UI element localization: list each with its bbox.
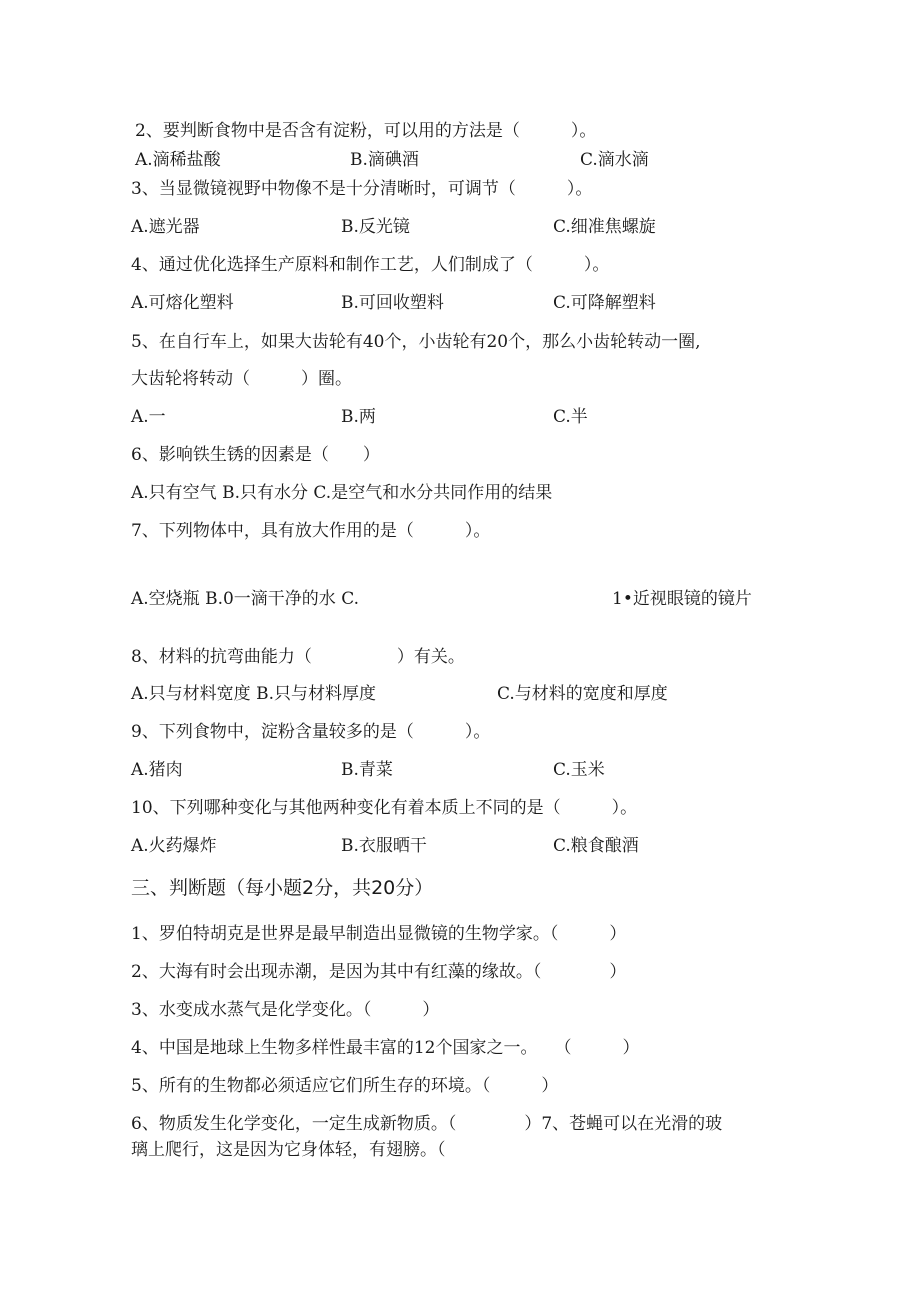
question-9-option-a: A.猪肉 [131, 760, 183, 780]
question-2-option-c: C.滴水滴 [580, 150, 649, 170]
question-3-option-b: B.反光镜 [341, 217, 410, 237]
question-9-option-c: C.玉米 [553, 760, 605, 780]
judgment-2: 2、大海有时会出现赤潮，是因为其中有红藻的缘故。（ ） [131, 962, 627, 982]
judgment-1: 1、罗伯特胡克是世界是最早制造出显微镜的生物学家。（ ） [131, 924, 627, 944]
question-2-option-a: A.滴稀盐酸 [135, 150, 221, 170]
question-10-option-b: B.衣服晒干 [341, 836, 427, 856]
judgment-3: 3、水变成水蒸气是化学变化。（ ） [131, 1000, 440, 1020]
question-2-option-b: B.滴碘酒 [350, 150, 419, 170]
question-7-options: A.空烧瓶 B.0一滴干净的水 C. [131, 589, 360, 609]
question-5-option-b: B.两 [341, 407, 376, 427]
question-3-option-a: A.遮光器 [131, 217, 200, 237]
question-10-option-a: A.火药爆炸 [131, 836, 217, 856]
question-4-option-c: C.可降解塑料 [553, 293, 656, 313]
question-8-options: A.只与材料宽度 B.只与材料厚度 [131, 684, 376, 704]
section-heading: 三、判断题（每小题2分，共20分） [131, 877, 434, 899]
judgment-6-7: 6、物质发生化学变化，一定生成新物质。（ ）7、苍蝇可以在光滑的玻 [131, 1114, 723, 1134]
judgment-4: 4、中国是地球上生物多样性最丰富的12个国家之一。 （ ） [131, 1038, 640, 1058]
question-5-option-a: A.一 [131, 407, 166, 427]
question-7-option-c: 1•近视眼镜的镜片 [612, 589, 752, 609]
question-4-option-a: A.可熔化塑料 [131, 293, 234, 313]
question-10: 10、下列哪种变化与其他两种变化有着本质上不同的是（ ）。 [131, 798, 638, 818]
question-6: 6、影响铁生锈的因素是（ ） [131, 445, 380, 465]
question-2: 2、要判断食物中是否含有淀粉，可以用的方法是（ ）。 [135, 121, 597, 141]
question-4-option-b: B.可回收塑料 [341, 293, 444, 313]
question-5: 5、在自行车上，如果大齿轮有40个，小齿轮有20个，那么小齿轮转动一圈, [131, 332, 701, 352]
question-3-option-c: C.细准焦螺旋 [553, 217, 656, 237]
question-7: 7、下列物体中，具有放大作用的是（ ）。 [131, 521, 491, 541]
question-8-option-c: C.与材料的宽度和厚度 [497, 684, 668, 704]
question-9: 9、下列食物中，淀粉含量较多的是（ ）。 [131, 722, 491, 742]
judgment-7-continued: 璃上爬行，这是因为它身体轻，有翅膀。（ [131, 1140, 446, 1160]
question-10-option-c: C.粮食酿酒 [553, 836, 639, 856]
question-9-option-b: B.青菜 [341, 760, 393, 780]
question-4: 4、通过优化选择生产原料和制作工艺，人们制成了（ ）。 [131, 255, 610, 275]
question-3: 3、当显微镜视野中物像不是十分清晰时，可调节（ ）。 [131, 179, 593, 199]
question-6-options: A.只有空气 B.只有水分 C.是空气和水分共同作用的结果 [131, 483, 553, 503]
question-5-continued: 大齿轮将转动（ ）圈。 [131, 369, 352, 389]
judgment-5: 5、所有的生物都必须适应它们所生存的环境。（ ） [131, 1076, 559, 1096]
question-8: 8、材料的抗弯曲能力（ ）有关。 [131, 647, 465, 667]
question-5-option-c: C.半 [553, 407, 588, 427]
